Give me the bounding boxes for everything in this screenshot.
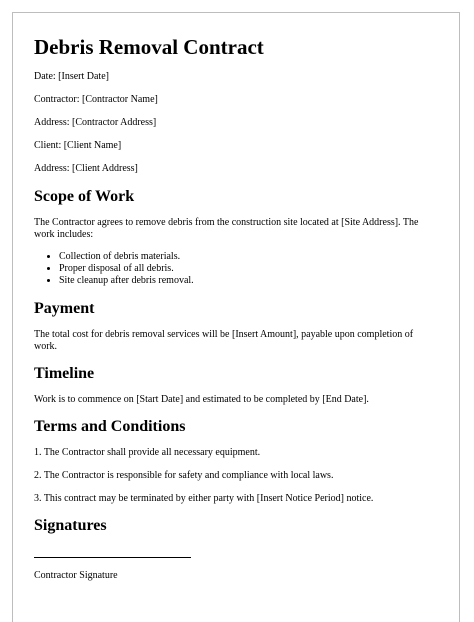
document-title: Debris Removal Contract — [34, 35, 264, 59]
date-field: Date: [Insert Date] — [34, 71, 109, 82]
terms-item-2: 2. The Contractor is responsible for safety and compliance with local laws. — [34, 470, 334, 481]
list-item: • Proper disposal of all debris. — [59, 263, 434, 275]
client-address-field: Address: [Client Address] — [34, 163, 138, 174]
timeline-heading: Timeline — [34, 365, 95, 382]
scope-intro: The Contractor agrees to remove debris from the construction site located at [Site Address]. The work includes: — [34, 217, 419, 240]
contractor-signature-label: Contractor Signature — [34, 570, 118, 581]
payment-text: The total cost for debris removal services will be [Insert Amount], payable upon completion of work. — [34, 329, 414, 352]
scope-heading: Scope of Work — [34, 188, 135, 205]
contractor-name-field: Contractor: [Contractor Name] — [34, 94, 158, 105]
list-item: • Site cleanup after debris removal. — [59, 275, 434, 287]
terms-item-3: 3. This contract may be terminated by either party with [Insert Notice Period] notice. — [34, 493, 374, 504]
timeline-text: Work is to commence on [Start Date] and estimated to be completed by [End Date]. — [34, 394, 369, 405]
signatures-heading: Signatures — [34, 517, 107, 534]
payment-heading: Payment — [34, 300, 95, 317]
client-name-field: Client: [Client Name] — [34, 140, 122, 151]
scope-list — [34, 251, 434, 287]
terms-heading: Terms and Conditions — [34, 418, 186, 435]
document-content — [34, 35, 434, 582]
header-fields — [34, 71, 434, 175]
contractor-signature-line — [34, 557, 191, 558]
list-item: • Collection of debris materials. — [59, 251, 434, 263]
contractor-address-field: Address: [Contractor Address] — [34, 117, 157, 128]
terms-item-1: 1. The Contractor shall provide all necessary equipment. — [34, 447, 261, 458]
document-page — [12, 12, 460, 622]
